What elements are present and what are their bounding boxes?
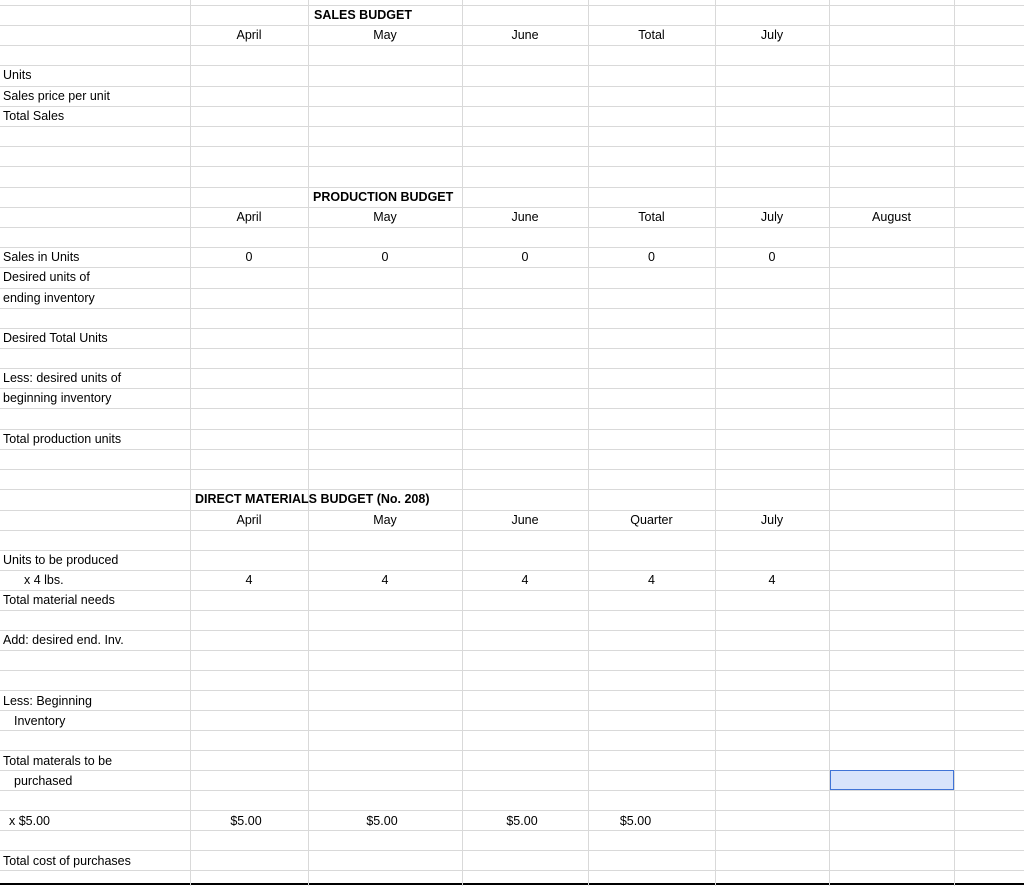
materials-budget-title[interactable]: DIRECT MATERIALS BUDGET (No. 208) <box>195 492 430 506</box>
gridline <box>0 489 1024 490</box>
column-divider <box>462 0 463 886</box>
gridline <box>0 530 1024 531</box>
row-label-units[interactable]: Units <box>3 68 32 82</box>
row-label-total-production-units[interactable]: Total production units <box>3 432 122 446</box>
sales-in-units-may[interactable]: 0 <box>381 250 389 264</box>
row-label-desired-total-units[interactable]: Desired Total Units <box>3 331 108 345</box>
gridline <box>0 469 1024 470</box>
gridline <box>0 166 1024 167</box>
row-label-ending-inventory[interactable]: ending inventory <box>3 291 95 305</box>
x4-june[interactable]: 4 <box>521 573 529 587</box>
prod-col-may[interactable]: May <box>373 210 397 224</box>
gridline <box>0 126 1024 127</box>
price-may[interactable]: $5.00 <box>366 814 398 828</box>
gridline <box>0 650 1024 651</box>
sales-col-may[interactable]: May <box>373 28 397 42</box>
gridline <box>0 750 1024 751</box>
gridline <box>0 187 1024 188</box>
price-april[interactable]: $5.00 <box>230 814 262 828</box>
prod-col-april[interactable]: April <box>236 210 262 224</box>
mat-col-april[interactable]: April <box>236 513 262 527</box>
gridline <box>0 308 1024 309</box>
row-label-purchased[interactable]: purchased <box>14 774 73 788</box>
gridline <box>0 146 1024 147</box>
row-label-sales-in-units[interactable]: Sales in Units <box>3 250 80 264</box>
sales-in-units-july[interactable]: 0 <box>768 250 776 264</box>
gridline <box>0 850 1024 851</box>
bottom-border <box>0 883 1024 885</box>
x4-quarter[interactable]: 4 <box>648 573 655 587</box>
row-label-x-price[interactable]: x $5.00 <box>9 814 51 828</box>
mat-col-may[interactable]: May <box>373 513 397 527</box>
row-label-beginning-inventory[interactable]: beginning inventory <box>3 391 112 405</box>
row-label-less-beginning[interactable]: Less: Beginning <box>3 694 92 708</box>
sales-in-units-april[interactable]: 0 <box>245 250 253 264</box>
gridline <box>0 227 1024 228</box>
row-label-total-material-needs[interactable]: Total material needs <box>3 593 115 607</box>
gridline <box>0 408 1024 409</box>
mat-col-july[interactable]: July <box>760 513 784 527</box>
row-label-desired-units-of[interactable]: Desired units of <box>3 270 90 284</box>
gridline <box>0 610 1024 611</box>
row-label-less-desired-units[interactable]: Less: desired units of <box>3 371 122 385</box>
row-label-inventory[interactable]: Inventory <box>14 714 66 728</box>
sales-in-units-june[interactable]: 0 <box>521 250 529 264</box>
row-label-x4-lbs[interactable]: x 4 lbs. <box>24 573 64 587</box>
price-quarter[interactable]: $5.00 <box>619 814 652 828</box>
row-label-total-sales[interactable]: Total Sales <box>3 109 65 123</box>
row-label-sales-price[interactable]: Sales price per unit <box>3 89 111 103</box>
mat-col-june[interactable]: June <box>511 513 539 527</box>
sales-col-july[interactable]: July <box>760 28 784 42</box>
column-divider <box>588 0 589 886</box>
prod-col-july[interactable]: July <box>760 210 784 224</box>
prod-col-june[interactable]: June <box>511 210 539 224</box>
sales-col-total[interactable]: Total <box>638 28 665 42</box>
gridline <box>0 690 1024 691</box>
row-label-add-desired-end-inv[interactable]: Add: desired end. Inv. <box>3 633 124 647</box>
gridline <box>0 45 1024 46</box>
gridline <box>0 348 1024 349</box>
gridline <box>0 5 1024 6</box>
production-budget-title[interactable]: PRODUCTION BUDGET <box>313 190 454 204</box>
sales-budget-title[interactable]: SALES BUDGET <box>314 8 412 22</box>
row-label-total-materials-to-be[interactable]: Total materals to be <box>3 754 113 768</box>
selected-cell[interactable] <box>830 770 954 790</box>
gridline <box>0 449 1024 450</box>
gridline <box>0 810 1024 811</box>
sales-col-april[interactable]: April <box>236 28 262 42</box>
mat-col-quarter[interactable]: Quarter <box>630 513 673 527</box>
prod-col-total[interactable]: Total <box>638 210 665 224</box>
prod-col-august[interactable]: August <box>872 210 911 224</box>
price-june[interactable]: $5.00 <box>506 814 538 828</box>
x4-may[interactable]: 4 <box>381 573 389 587</box>
row-label-units-to-be-produced[interactable]: Units to be produced <box>3 553 119 567</box>
column-divider <box>308 0 309 886</box>
column-divider <box>190 0 191 886</box>
gridline <box>0 670 1024 671</box>
sales-in-units-total[interactable]: 0 <box>648 250 655 264</box>
x4-april[interactable]: 4 <box>245 573 253 587</box>
column-divider <box>829 0 830 886</box>
row-label-total-cost-of-purchases[interactable]: Total cost of purchases <box>3 854 131 868</box>
column-divider <box>954 0 955 886</box>
sales-col-june[interactable]: June <box>511 28 539 42</box>
column-divider <box>715 0 716 886</box>
x4-july[interactable]: 4 <box>768 573 776 587</box>
